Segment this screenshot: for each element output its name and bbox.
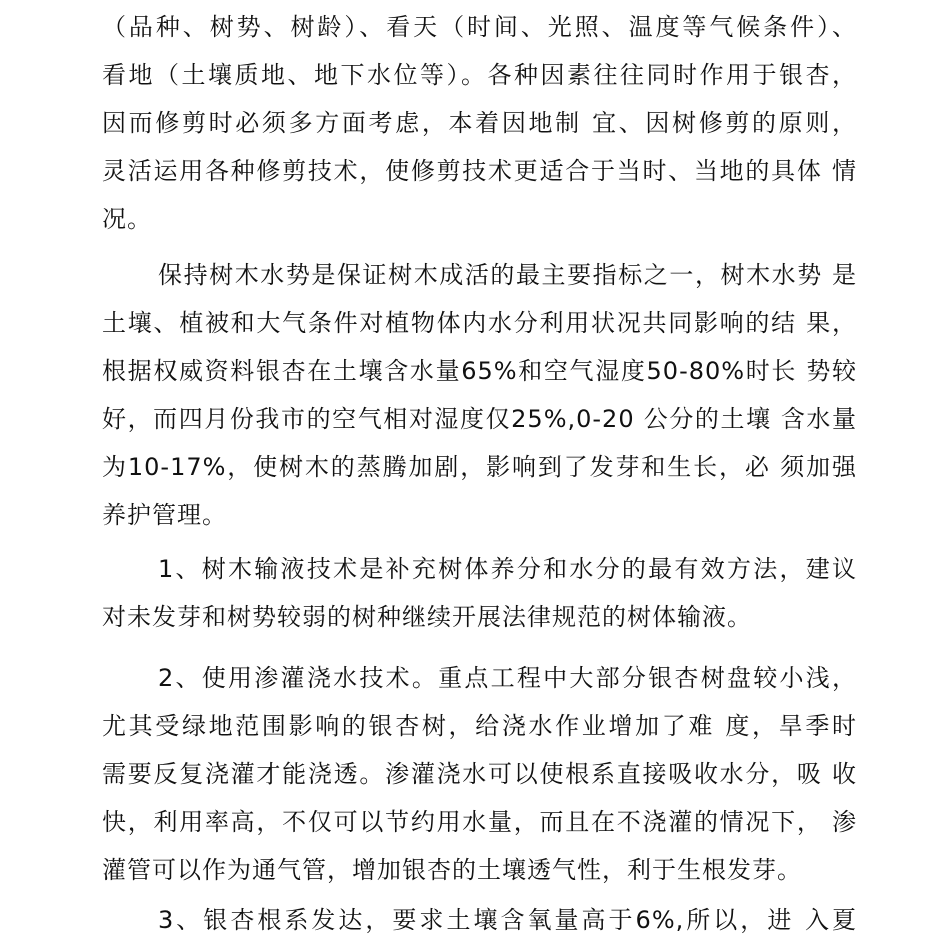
text-line: 好，而四月份我市的空气相对湿度仅25%,0-20 公分的土壤 含水量: [102, 405, 857, 433]
paragraph-item-2-irrigation: [102, 654, 857, 894]
text-line: 因而修剪时必须多方面考虑，本着因地制 宜、因树修剪的原则，: [102, 109, 857, 137]
text-line: 灌管可以作为通气管，增加银杏的土壤透气性，利于生根发芽。: [102, 856, 802, 884]
text-line: 根据权威资料银杏在土壤含水量65%和空气湿度50-80%时长 势较: [102, 357, 857, 385]
text-line: 1、树木输液技术是补充树体养分和水分的最有效方法，建议: [158, 555, 857, 583]
text-line: 3、银杏根系发达，要求土壤含氧量高于6%,所以，进 入夏: [158, 906, 857, 934]
text-line: 为10-17%，使树木的蒸腾加剧，影响到了发芽和生长，必 须加强: [102, 453, 857, 481]
text-line: 需要反复浇灌才能浇透。渗灌浇水可以使根系直接吸收水分，吸 收: [102, 760, 857, 788]
paragraph-item-1-infusion: [102, 545, 857, 641]
paragraph-pruning-factors: [102, 3, 857, 243]
text-line: （品种、树势、树龄）、看天（时间、光照、温度等气候条件）、: [102, 13, 857, 41]
text-line: 快，利用率高，不仅可以节约用水量，而且在不浇灌的情况下， 渗: [102, 808, 857, 836]
text-line: 对未发芽和树势较弱的树种继续开展法律规范的树体输液。: [102, 603, 752, 631]
text-line: 灵活运用各种修剪技术，使修剪技术更适合于当时、当地的具体 情: [102, 157, 857, 185]
paragraph-item-3-root-oxygen: [102, 896, 857, 944]
text-line: 保持树木水势是保证树木成活的最主要指标之一，树木水势 是: [158, 261, 857, 289]
text-line: 看地（土壤质地、地下水位等）。各种因素往往同时作用于银杏，: [102, 61, 857, 89]
text-line: 2、使用渗灌浇水技术。重点工程中大部分银杏树盘较小浅，: [158, 664, 857, 692]
text-line: 养护管理。: [102, 501, 227, 529]
paragraph-water-potential: [102, 251, 857, 539]
text-line: 土壤、植被和大气条件对植物体内水分利用状况共同影响的结 果，: [102, 309, 857, 337]
text-line: 况。: [102, 205, 152, 233]
text-line: 尤其受绿地范围影响的银杏树，给浇水作业增加了难 度，旱季时: [102, 712, 857, 740]
